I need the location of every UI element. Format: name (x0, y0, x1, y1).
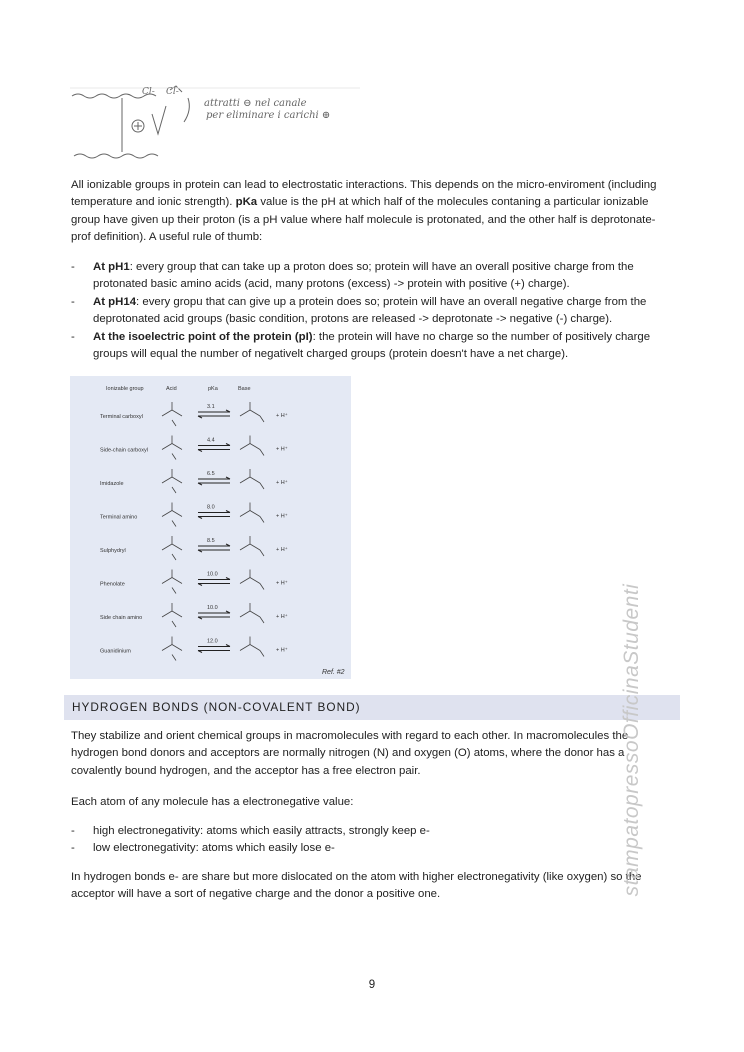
base-structure (240, 402, 264, 422)
group-name: Phenolate (100, 581, 125, 588)
closing-paragraph: In hydrogen bonds e- are share but more dislocated on the atom with higher electronegativity (like oxygen) so the acceptor will have a sort of negative charge and the donor a positive one. (71, 871, 642, 901)
base-structure (240, 503, 264, 523)
pka-value: 6.5 (207, 471, 215, 477)
acid-structure (162, 402, 182, 426)
pka-term: pKa (235, 196, 258, 209)
list-item: - high electronegativity: atoms which easily attracts, strongly keep e- (71, 825, 430, 837)
header-base: Base (238, 386, 251, 392)
pka-value: 4.4 (207, 437, 215, 444)
group-name: Terminal amino (100, 514, 138, 521)
figure-reference: Ref. #2 (322, 669, 345, 676)
header-ionizable-group: Ionizable group (106, 386, 144, 392)
proton-label: + H⁺ (276, 580, 288, 587)
page-number: 9 (368, 979, 376, 991)
pka-value: 8.0 (207, 504, 215, 511)
ionizable-groups-figure (70, 376, 351, 679)
base-structure (240, 570, 264, 590)
proton-label: + H⁺ (276, 480, 288, 486)
base-structure (240, 603, 264, 623)
group-name: Sulphydryl (100, 548, 126, 554)
rule-lead: At pH1 (93, 261, 130, 273)
sketch-note: attratti ⊖ nel canale (204, 98, 307, 109)
list-item: - At pH1: every group that can take up a proton does so; protein will have an overall positive charge from the protonated basic amino acids (acid, many protons (excess) -> protein with positive (+) charge). (71, 261, 634, 291)
handwritten-sketch (70, 84, 365, 164)
pka-value: 10.0 (207, 571, 218, 578)
list-item: - low electronegativity: atoms which easily lose e- (71, 842, 335, 855)
group-name: Terminal carboxyl (100, 414, 143, 420)
ph-rules-list (71, 259, 671, 363)
acid-structure (162, 469, 182, 493)
acid-structure (162, 637, 182, 661)
electroneg-intro: Each atom of any molecule has a electronegative value: (71, 796, 354, 808)
proton-label: + H⁺ (276, 614, 288, 620)
acid-structure (162, 603, 182, 627)
pka-value: 3.1 (207, 404, 215, 410)
acid-structure (162, 536, 182, 560)
group-name: Imidazole (100, 481, 124, 487)
pka-value: 8.5 (207, 538, 215, 544)
base-structure (240, 436, 264, 456)
base-structure (240, 637, 264, 657)
group-name: Side-chain carboxyl (100, 447, 148, 454)
group-name: Side chain amino (100, 615, 143, 621)
hbond-paragraph: They stabilize and orient chemical groups in macromolecules with regard to each other. In macromolecules the hydrogen bond donors and acceptors are normally nitrogen (N) and oxygen (O) atoms, where the donor has a covalently bound hydrogen, and the acceptor has a free electron pair. (71, 730, 629, 777)
list-item: - At the isoelectric point of the protein (pI): the protein will have no charge so the number of positively charge groups will equal the number of negativelt charged groups (protein doesn't have a net charge). (71, 330, 651, 361)
acid-structure (162, 503, 182, 527)
sketch-charge: Cl- (166, 87, 179, 97)
header-pka: pKa (208, 386, 218, 392)
base-structure (240, 536, 264, 556)
proton-label: + H⁺ (276, 647, 288, 654)
electroneg-list (71, 823, 671, 858)
list-item: - At pH14: every gropu that can give up a protein does so; protein will have an overall negative charge from the deprotonated acid groups (basic condition, protons are released -> deprotonate -> negative (-) charge). (71, 295, 647, 326)
sketch-note: per eliminare i carichi ⊕ (206, 110, 331, 121)
proton-label: + H⁺ (276, 513, 288, 520)
pka-value: 12.0 (207, 638, 218, 645)
sketch-charge: Cl- (142, 87, 155, 97)
intro-paragraph: All ionizable groups in protein can lead to electrostatic interactions. This depends on the micro-enviroment (including temperature and ionic strength). pKa value is the pH at which half of the molecules contaning a particular ionizable group have given up their proton (is a pH value where half molecule is protonated, and the other half is deprotonate- prof definition). A useful rule of thumb: (71, 179, 657, 244)
acid-structure (162, 436, 182, 460)
rule-lead: At pH14 (93, 295, 137, 308)
section-heading: HYDROGEN BONDS (NON-COVALENT BOND) (72, 700, 361, 714)
section-heading-band (64, 695, 680, 720)
group-name: Guanidinium (100, 648, 131, 655)
proton-label: + H⁺ (276, 413, 288, 419)
acid-structure (162, 570, 182, 594)
proton-label: + H⁺ (276, 547, 288, 553)
pka-value: 10.0 (207, 605, 218, 611)
watermark: stampatopressoOfficinaStudenti (620, 583, 643, 897)
base-structure (240, 469, 264, 489)
header-acid: Acid (166, 386, 177, 392)
proton-label: + H⁺ (276, 446, 288, 453)
rule-lead: At the isoelectric point of the protein (pI) (93, 330, 313, 343)
